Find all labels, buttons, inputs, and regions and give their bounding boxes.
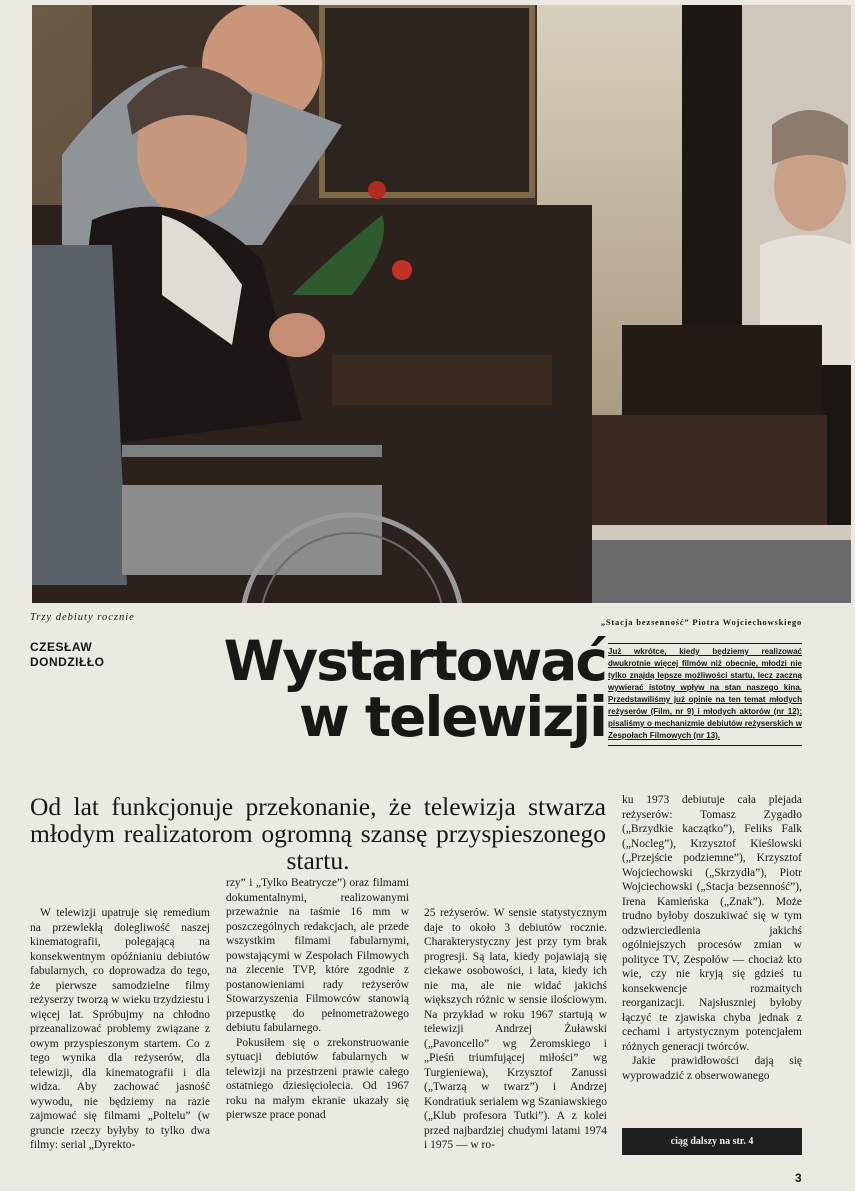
- body-column-2-paragraph-2: Pokusiłem się o zrekonstruowanie sytuacji debiutów fabularnych w telewizji na przestrzeni prawie całego ostatniego dziesięciolecia. Od 1967 roku na małym ekranie ukazały się pierwsze prace ponad: [226, 1036, 409, 1121]
- page-number: 3: [795, 1171, 802, 1185]
- photo-caption-right: „Stacja bezsenność” Piotra Wojciechowskiego: [600, 617, 802, 627]
- film-still-illustration: [32, 5, 851, 603]
- body-column-1: W telewizji upatruje się remedium na przewlekłą dolegliwość naszej kinematografii, polegającą na konsekwentnym opóźnianiu debiutów fabularnych, co doprowadza do tego, że pierwsze samodzielne filmy reżyserzy tworzą w wieku trzydziestu i więcej lat. Spróbujmy na chłodno przeanalizować problemy związane z owym przyspieszonym startem. Co z tego wynika dla reżyserów, dla telewizji, dla kinematografii i dla widza. Aby zachować jasność wywodu, nie będziemy na razie zajmować się filmami „Poltelu” (w gruncie rzeczy byłyby to tylko dwa filmy: serial „Dyrekto-: [30, 907, 210, 1151]
- body-column-4-paragraph-2: Jakie prawidłowości dają się wyprowadzić z obserwowanego: [622, 1055, 802, 1082]
- editorial-intro-text: Już wkrótce, kiedy będziemy realizować dwukrotnie więcej filmów niż obecnie, młodzi nie tylko znajdą lepsze możliwości startu, lecz zaczną wywierać istotny wpływ na stan naszego kina. Przedstawiliśmy już opinie na ten temat młodych reżyserów (Film, nr 9) i młodych aktorów (nr 12); pisaliśmy o mechanizmie debiutów reżyserskich w Zespołach Filmowych (nr 13).: [608, 647, 802, 740]
- body-column-2: [226, 876, 409, 1123]
- headline-line-2: w telewizji: [298, 685, 606, 749]
- body-column-2-paragraph-1: rzy” i „Tylko Beatrycze”) oraz filmami dokumentalnymi, realizowanymi przeważnie na taśmie 16 mm w poszczególnych redakcjach, ale przede wszystkim filmami fabularnymi, powstającymi w Zespołach Filmowych na zlecenie TVP, które zgodnie z postanowieniami rady reżyserów Stowarzyszenia Filmowców stanowią przepustkę do pełnometrażowego debiutu fabularnego.: [226, 877, 409, 1034]
- film-still-photo: [32, 5, 851, 603]
- author-last-name: DONDZIŁŁO: [30, 655, 105, 669]
- body-column-4-paragraph-1: ku 1973 debiutuje cała plejada reżyserów: Tomasz Zygadło („Brzydkie kaczątko”), Feliks Falk („Nocleg”), Krzysztof Kieślowski („Przejście podziemne”), Krzysztof Wojciechowski („Skrzydła”), Piotr Wojciechowski („Stacja bezsenność”), Irena Kamieńska („Znak”). Może trudno byłoby doszukiwać się w tym odzwierciedlenia jakichś ogólniejszych procesów zmian w polityce TV, Zespołów — chociaż kto wie, czy nie kryją się gdzieś tu konsekwencje rozmaitych reorganizacji. Najsłuszniej byłoby łączyć te zjawiska chyba jednak z cechami i artystycznym potencjałem różnych generacji twórców.: [622, 794, 802, 1053]
- continued-on-page-box: ciąg dalszy na str. 4: [622, 1128, 802, 1155]
- article-lead: Od lat funkcjonuje przekonanie, że telewizja stwarza młodym realizatorom ogromną szansę przyspieszonego startu.: [30, 792, 606, 875]
- author-name: [30, 640, 105, 670]
- editorial-intro-box: [608, 643, 802, 746]
- article-headline: [150, 629, 606, 749]
- photo-caption-left: Trzy debiuty rocznie: [30, 612, 135, 623]
- body-column-3: 25 reżyserów. W sensie statystycznym daje to około 3 debiutów rocznie. Charakterystyczny jest przy tym brak progresji. Są lata, kiedy pojawiają się ciekawe osobowości, i lata, kiedy ich nie ma, ale nie widać jakichś większych różnic w sensie ilościowym. Na przykład w roku 1967 startują w telewizji Andrzej Żuławski („Pavoncello” wg Żeromskiego i „Pieśń triumfującej miłości” wg Turgieniewa), Krzysztof Zanussi („Twarzą w twarz”) i Andrzej Kondratiuk serialem wg Szaniawskiego („Klub profesora Tutki”). A z kolei przed najbardziej chudymi latami 1974 i 1975 — w ro-: [424, 907, 607, 1151]
- body-column-4: [622, 793, 802, 1083]
- author-first-name: CZESŁAW: [30, 640, 93, 654]
- headline-line-1: Wystartować: [223, 629, 606, 693]
